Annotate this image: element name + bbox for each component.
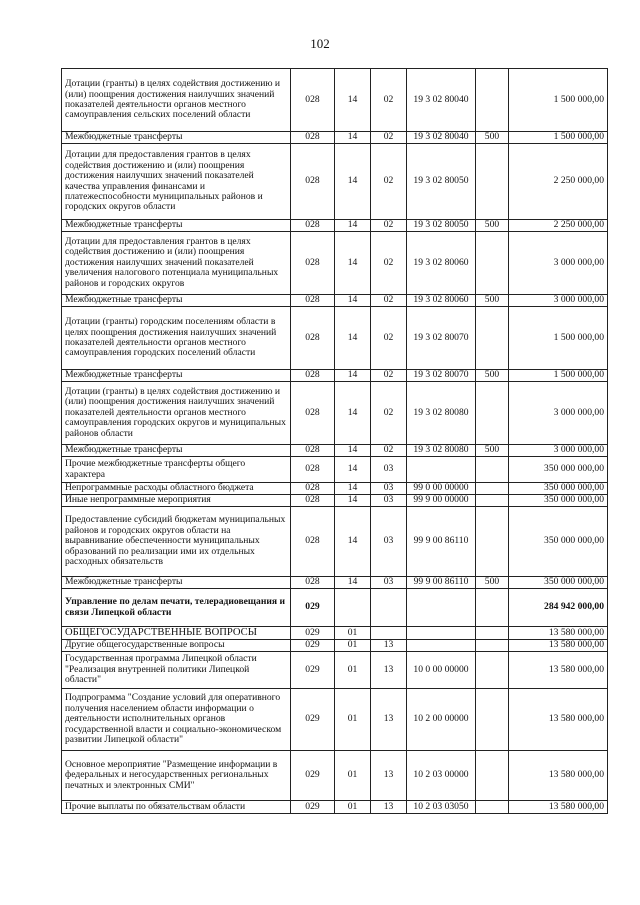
page-number: 102: [310, 36, 330, 51]
rz-cell: 14: [335, 307, 371, 370]
sum-cell: 3 000 000,00: [509, 295, 608, 307]
ved-cell: 028: [291, 220, 335, 232]
csr-cell: 99 9 00 86110: [407, 507, 476, 577]
ved-cell: 028: [291, 232, 335, 295]
pr-cell: 13: [371, 640, 407, 652]
pr-cell: 02: [371, 220, 407, 232]
vr-cell: [476, 307, 509, 370]
name-cell: Другие общегосударственные вопросы: [62, 640, 291, 652]
sum-cell: 13 580 000,00: [509, 627, 608, 640]
vr-cell: 500: [476, 295, 509, 307]
table-row: [62, 495, 608, 507]
table-row: [62, 144, 608, 220]
ved-cell: 028: [291, 69, 335, 132]
vr-cell: [476, 382, 509, 445]
pr-cell: 13: [371, 652, 407, 689]
table-row: [62, 589, 608, 627]
sum-cell: 13 580 000,00: [509, 751, 608, 801]
name-cell: Прочие межбюджетные трансферты общего характера: [62, 457, 291, 483]
vr-cell: [476, 589, 509, 627]
table-row: [62, 307, 608, 370]
sum-cell: 3 000 000,00: [509, 445, 608, 457]
pr-cell: [371, 627, 407, 640]
rz-cell: 14: [335, 382, 371, 445]
table-row: [62, 577, 608, 589]
sum-cell: 2 250 000,00: [509, 144, 608, 220]
ved-cell: 028: [291, 307, 335, 370]
vr-cell: [476, 751, 509, 801]
sum-cell: 13 580 000,00: [509, 689, 608, 751]
pr-cell: 03: [371, 577, 407, 589]
name-cell: Межбюджетные трансферты: [62, 445, 291, 457]
name-cell: Подпрограмма "Создание условий для оперативного получения населением области информации о деятельности исполнительных органов государственной власти и социально-экономическом развитии Липецкой области": [62, 689, 291, 751]
sum-cell: 350 000 000,00: [509, 507, 608, 577]
vr-cell: [476, 457, 509, 483]
csr-cell: 19 3 02 80080: [407, 445, 476, 457]
table-row: [62, 689, 608, 751]
csr-cell: 99 9 00 00000: [407, 495, 476, 507]
vr-cell: [476, 495, 509, 507]
csr-cell: [407, 640, 476, 652]
rz-cell: 14: [335, 445, 371, 457]
csr-cell: 19 3 02 80060: [407, 295, 476, 307]
ved-cell: 028: [291, 295, 335, 307]
vr-cell: 500: [476, 220, 509, 232]
name-cell: Межбюджетные трансферты: [62, 295, 291, 307]
pr-cell: 03: [371, 457, 407, 483]
name-cell: Управление по делам печати, телерадиовещания и связи Липецкой области: [62, 589, 291, 627]
ved-cell: 029: [291, 801, 335, 814]
pr-cell: [371, 589, 407, 627]
rz-cell: 01: [335, 689, 371, 751]
vr-cell: [476, 232, 509, 295]
rz-cell: 01: [335, 801, 371, 814]
table-row: [62, 801, 608, 814]
vr-cell: [476, 689, 509, 751]
sum-cell: 1 500 000,00: [509, 370, 608, 382]
csr-cell: 19 3 02 80070: [407, 307, 476, 370]
pr-cell: 13: [371, 689, 407, 751]
vr-cell: [476, 640, 509, 652]
ved-cell: 028: [291, 457, 335, 483]
pr-cell: 02: [371, 132, 407, 144]
name-cell: Непрограммные расходы областного бюджета: [62, 483, 291, 495]
vr-cell: [476, 144, 509, 220]
table-row: [62, 295, 608, 307]
vr-cell: [476, 483, 509, 495]
sum-cell: 350 000 000,00: [509, 457, 608, 483]
rz-cell: 14: [335, 220, 371, 232]
table-row: [62, 627, 608, 640]
table-row: [62, 457, 608, 483]
name-cell: Предоставление субсидий бюджетам муниципальных районов и городских округов области на выравнивание обеспеченности муниципальных образований по реализации ими их отдельных расходных обязательств: [62, 507, 291, 577]
ved-cell: 029: [291, 640, 335, 652]
sum-cell: 1 500 000,00: [509, 69, 608, 132]
name-cell: Межбюджетные трансферты: [62, 220, 291, 232]
csr-cell: [407, 589, 476, 627]
sum-cell: 13 580 000,00: [509, 640, 608, 652]
ved-cell: 028: [291, 132, 335, 144]
csr-cell: 19 3 02 80040: [407, 132, 476, 144]
table-row: [62, 507, 608, 577]
ved-cell: 029: [291, 627, 335, 640]
pr-cell: 03: [371, 495, 407, 507]
rz-cell: 14: [335, 507, 371, 577]
csr-cell: 19 3 02 80050: [407, 144, 476, 220]
name-cell: Межбюджетные трансферты: [62, 370, 291, 382]
csr-cell: 99 9 00 86110: [407, 577, 476, 589]
ved-cell: 028: [291, 507, 335, 577]
name-cell: Дотации (гранты) в целях содействия достижению и (или) поощрения достижения наилучших значений показателей деятельности органов местного самоуправления сельских поселений области: [62, 69, 291, 132]
sum-cell: 13 580 000,00: [509, 801, 608, 814]
rz-cell: 01: [335, 640, 371, 652]
sum-cell: 13 580 000,00: [509, 652, 608, 689]
vr-cell: [476, 507, 509, 577]
rz-cell: 01: [335, 627, 371, 640]
sum-cell: 2 250 000,00: [509, 220, 608, 232]
sum-cell: 350 000 000,00: [509, 577, 608, 589]
ved-cell: 028: [291, 144, 335, 220]
pr-cell: 02: [371, 69, 407, 132]
table-row: [62, 652, 608, 689]
table-row: [62, 382, 608, 445]
vr-cell: [476, 627, 509, 640]
csr-cell: 19 3 02 80060: [407, 232, 476, 295]
sum-cell: 3 000 000,00: [509, 382, 608, 445]
sum-cell: 284 942 000,00: [509, 589, 608, 627]
vr-cell: [476, 652, 509, 689]
name-cell: Межбюджетные трансферты: [62, 132, 291, 144]
table-row: [62, 445, 608, 457]
csr-cell: 19 3 02 80080: [407, 382, 476, 445]
pr-cell: 02: [371, 382, 407, 445]
vr-cell: 500: [476, 577, 509, 589]
table-row: [62, 132, 608, 144]
name-cell: Иные непрограммные мероприятия: [62, 495, 291, 507]
sum-cell: 1 500 000,00: [509, 307, 608, 370]
name-cell: Дотации (гранты) в целях содействия достижению и (или) поощрения достижения наилучших значений показателей деятельности органов местного самоуправления городских округов и муниципальных районов области: [62, 382, 291, 445]
ved-cell: 028: [291, 370, 335, 382]
name-cell: Прочие выплаты по обязательствам области: [62, 801, 291, 814]
ved-cell: 029: [291, 689, 335, 751]
sum-cell: 3 000 000,00: [509, 232, 608, 295]
ved-cell: 028: [291, 577, 335, 589]
pr-cell: 03: [371, 483, 407, 495]
rz-cell: 01: [335, 652, 371, 689]
rz-cell: 14: [335, 132, 371, 144]
csr-cell: 10 2 00 00000: [407, 689, 476, 751]
vr-cell: [476, 801, 509, 814]
name-cell: Межбюджетные трансферты: [62, 577, 291, 589]
rz-cell: 14: [335, 370, 371, 382]
ved-cell: 028: [291, 483, 335, 495]
pr-cell: 13: [371, 801, 407, 814]
csr-cell: 10 2 03 03050: [407, 801, 476, 814]
table-row: [62, 483, 608, 495]
csr-cell: [407, 457, 476, 483]
vr-cell: 500: [476, 132, 509, 144]
pr-cell: 02: [371, 445, 407, 457]
ved-cell: 028: [291, 445, 335, 457]
sum-cell: 1 500 000,00: [509, 132, 608, 144]
rz-cell: 14: [335, 295, 371, 307]
csr-cell: 10 2 03 00000: [407, 751, 476, 801]
csr-cell: 19 3 02 80070: [407, 370, 476, 382]
name-cell: ОБЩЕГОСУДАРСТВЕННЫЕ ВОПРОСЫ: [62, 627, 291, 640]
csr-cell: 99 0 00 00000: [407, 483, 476, 495]
name-cell: Государственная программа Липецкой области "Реализация внутренней политики Липецкой области": [62, 652, 291, 689]
rz-cell: 14: [335, 69, 371, 132]
csr-cell: [407, 627, 476, 640]
name-cell: Дотации (гранты) городским поселениям области в целях поощрения достижения наилучших значений показателей деятельности органов местного самоуправления городских поселений области: [62, 307, 291, 370]
table-row: [62, 751, 608, 801]
sum-cell: 350 000 000,00: [509, 495, 608, 507]
rz-cell: [335, 589, 371, 627]
ved-cell: 029: [291, 751, 335, 801]
ved-cell: 028: [291, 382, 335, 445]
pr-cell: 02: [371, 295, 407, 307]
sum-cell: 350 000 000,00: [509, 483, 608, 495]
rz-cell: 01: [335, 751, 371, 801]
pr-cell: 13: [371, 751, 407, 801]
rz-cell: 14: [335, 577, 371, 589]
table-row: [62, 370, 608, 382]
pr-cell: 02: [371, 370, 407, 382]
rz-cell: 14: [335, 144, 371, 220]
vr-cell: 500: [476, 445, 509, 457]
pr-cell: 02: [371, 232, 407, 295]
ved-cell: 029: [291, 652, 335, 689]
table-row: [62, 220, 608, 232]
table-row: [62, 69, 608, 132]
ved-cell: 028: [291, 495, 335, 507]
vr-cell: [476, 69, 509, 132]
rz-cell: 14: [335, 457, 371, 483]
rz-cell: 14: [335, 483, 371, 495]
vr-cell: 500: [476, 370, 509, 382]
csr-cell: 19 3 02 80050: [407, 220, 476, 232]
ved-cell: 029: [291, 589, 335, 627]
rz-cell: 14: [335, 232, 371, 295]
name-cell: Дотации для предоставления грантов в целях содействия достижению и (или) поощрения достижения наилучших значений показателей увеличения налогового потенциала муниципальных районов и городских округов: [62, 232, 291, 295]
csr-cell: 19 3 02 80040: [407, 69, 476, 132]
name-cell: Дотации для предоставления грантов в целях содействия достижению и (или) поощрения достижения наилучших значений показателей качества управления финансами и платежеспособности муниципальных районов и городских округов области: [62, 144, 291, 220]
pr-cell: 02: [371, 144, 407, 220]
rz-cell: 14: [335, 495, 371, 507]
name-cell: Основное мероприятие "Размещение информации в федеральных и негосударственных региональных печатных и электронных СМИ": [62, 751, 291, 801]
pr-cell: 02: [371, 307, 407, 370]
table-row: [62, 232, 608, 295]
csr-cell: 10 0 00 00000: [407, 652, 476, 689]
table-row: [62, 640, 608, 652]
budget-table: [61, 68, 608, 814]
pr-cell: 03: [371, 507, 407, 577]
